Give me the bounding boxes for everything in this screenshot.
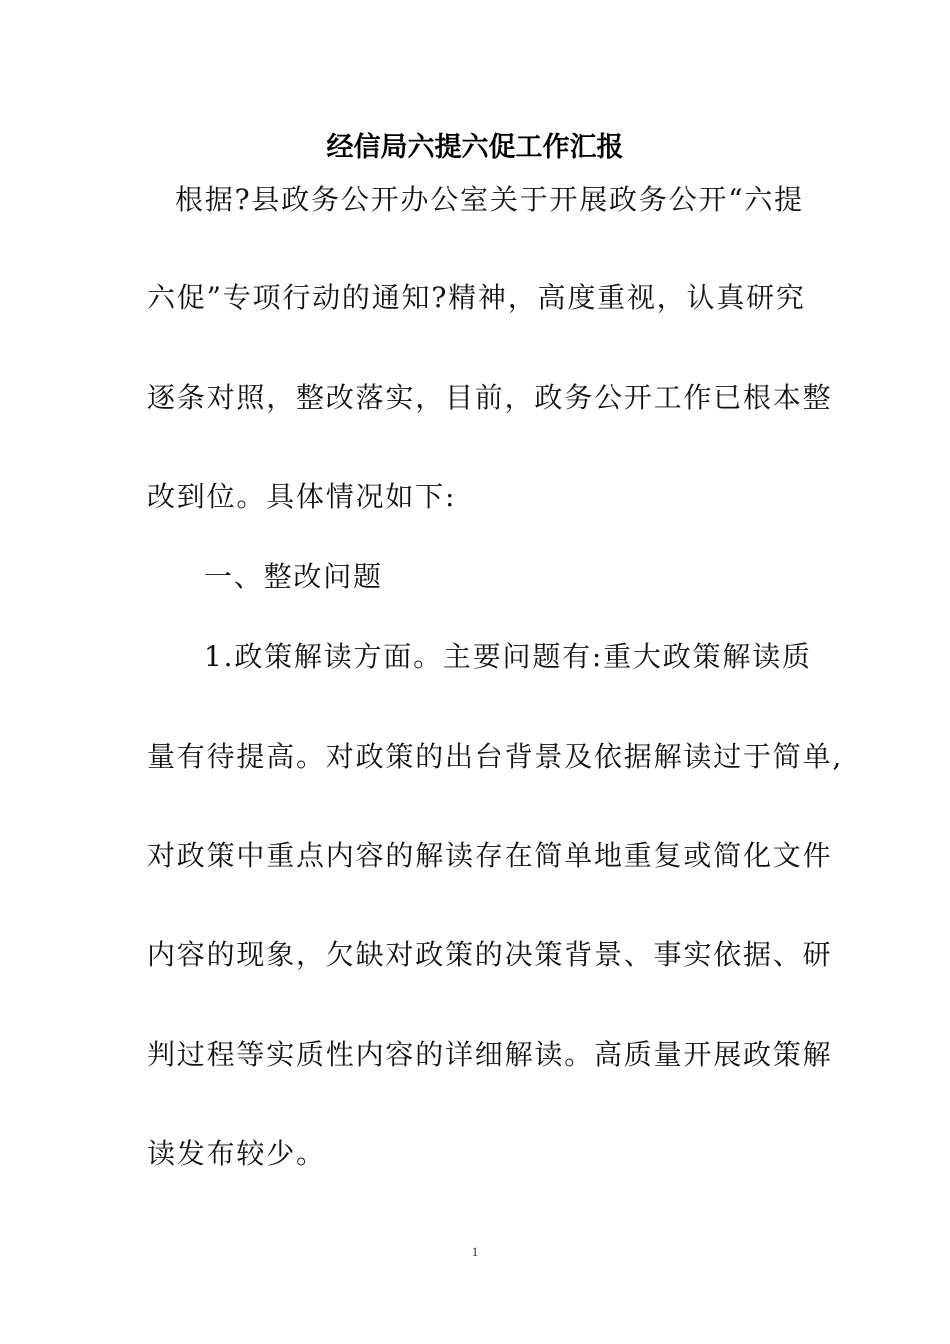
paragraph-line: 量有待提高。对政策的出台背景及依据解读过于简单, bbox=[147, 740, 844, 773]
paragraph-line: 根据?县政务公开办公室关于开展政务公开“六提 bbox=[175, 183, 804, 216]
document-title: 经信局六提六促工作汇报 bbox=[326, 132, 624, 163]
paragraph-line: 1.政策解读方面。主要问题有:重大政策解读质 bbox=[204, 640, 812, 673]
paragraph-line: 读发布较少。 bbox=[147, 1137, 326, 1170]
paragraph-line: 对政策中重点内容的解读存在简单地重复或简化文件 bbox=[147, 839, 833, 872]
paragraph-line: 判过程等实质性内容的详细解读。高质量开展政策解 bbox=[147, 1038, 833, 1071]
paragraph-line: 改到位。具体情况如下: bbox=[147, 480, 457, 513]
section-heading: 一、整改问题 bbox=[204, 560, 383, 593]
paragraph-line: 逐条对照，整改落实，目前，政务公开工作已根本整 bbox=[147, 381, 833, 414]
page-number: 1 bbox=[471, 1244, 479, 1259]
paragraph-line: 六促”专项行动的通知?精神，高度重视，认真研究 bbox=[147, 281, 806, 314]
paragraph-line: 内容的现象，欠缺对政策的决策背景、事实依据、研 bbox=[147, 938, 833, 971]
